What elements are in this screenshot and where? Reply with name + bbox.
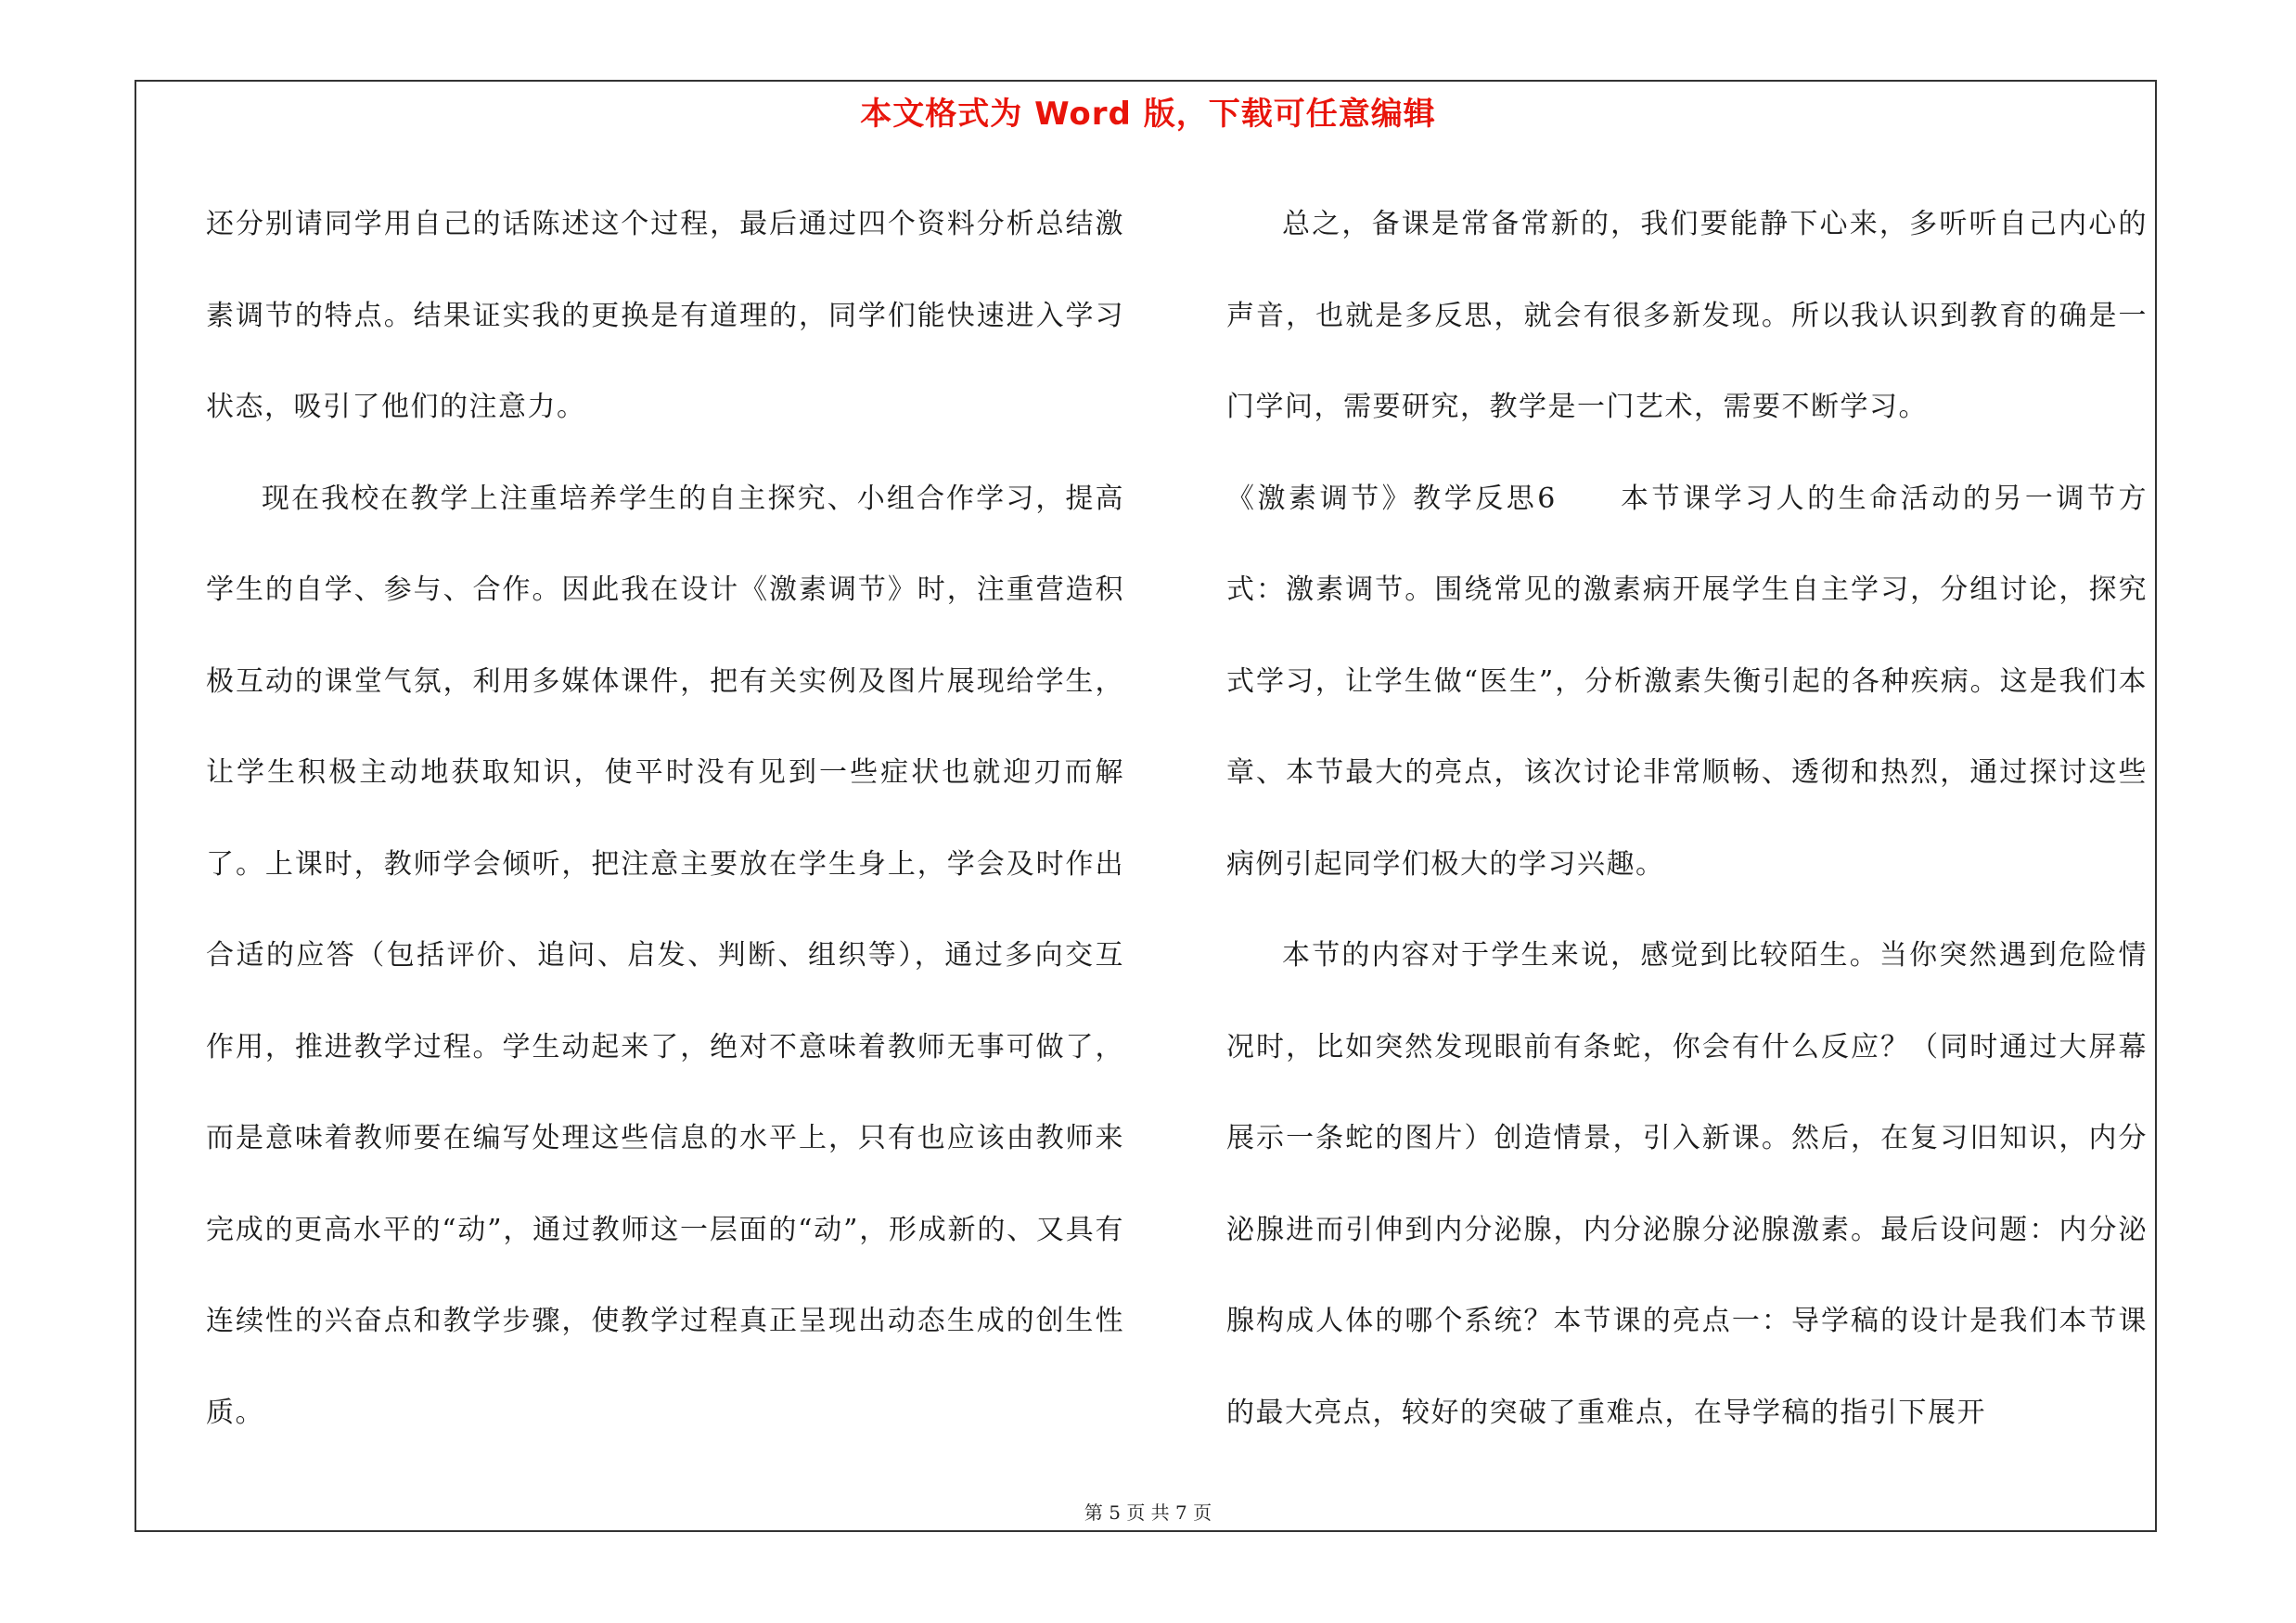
- download-banner: 本文格式为 Word 版，下载可任意编辑: [860, 96, 1436, 133]
- paragraph: 还分别请同学用自己的话陈述这个过程，最后通过四个资料分析总结激素调节的特点。结果证实我的更换是有道理的，同学们能快速进入学习状态，吸引了他们的注意力。: [206, 208, 1124, 423]
- paragraph: 本节的内容对于学生来说，感觉到比较陌生。当你突然遇到危险情况时，比如突然发现眼前有条蛇，你会有什么反应？（同时通过大屏幕展示一条蛇的图片）创造情景，引入新课。然后，在复习旧知识，内分泌腺进而引伸到内分泌腺，内分泌腺分泌腺激素。最后设问题：内分泌腺构成人体的哪个系统？本节课的亮点一：导学稿的设计是我们本节课的最大亮点，较好的突破了重难点，在导学稿的指引下展开: [1226, 939, 2148, 1429]
- paragraph: 现在我校在教学上注重培养学生的自主探究、小组合作学习，提高学生的自学、参与、合作。因此我在设计《激素调节》时，注重营造积极互动的课堂气氛，利用多媒体课件，把有关实例及图片展现给学生，让学生积极主动地获取知识，使平时没有见到一些症状也就迎刃而解了。上课时，教师学会倾听，把注意主要放在学生身上，学会及时作出合适的应答（包括评价、追问、启发、判断、组织等），通过多向交互作用，推进教学过程。学生动起来了，绝对不意味着教师无事可做了，而是意味着教师要在编写处理这些信息的水平上，只有也应该由教师来完成的更高水平的“动”，通过教师这一层面的“动”，形成新的、又具有连续性的兴奋点和教学步骤，使教学过程真正呈现出动态生成的创生性质。: [206, 482, 1124, 1429]
- right-column: [1226, 179, 2148, 1459]
- paragraph: 总之，备课是常备常新的，我们要能静下心来，多听听自己内心的声音，也就是多反思，就会有很多新发现。所以我认识到教育的确是一门学问，需要研究，教学是一门艺术，需要不断学习。: [1226, 208, 2148, 423]
- left-column: [206, 179, 1124, 1459]
- paragraph: 《激素调节》教学反思6 本节课学习人的生命活动的另一调节方式：激素调节。围绕常见的激素病开展学生自主学习，分组讨论，探究式学习，让学生做“医生”，分析激素失衡引起的各种疾病。这是我们本章、本节最大的亮点，该次讨论非常顺畅、透彻和热烈，通过探讨这些病例引起同学们极大的学习兴趣。: [1226, 482, 2148, 881]
- page-number: 第 5 页 共 7 页: [1084, 1501, 1212, 1524]
